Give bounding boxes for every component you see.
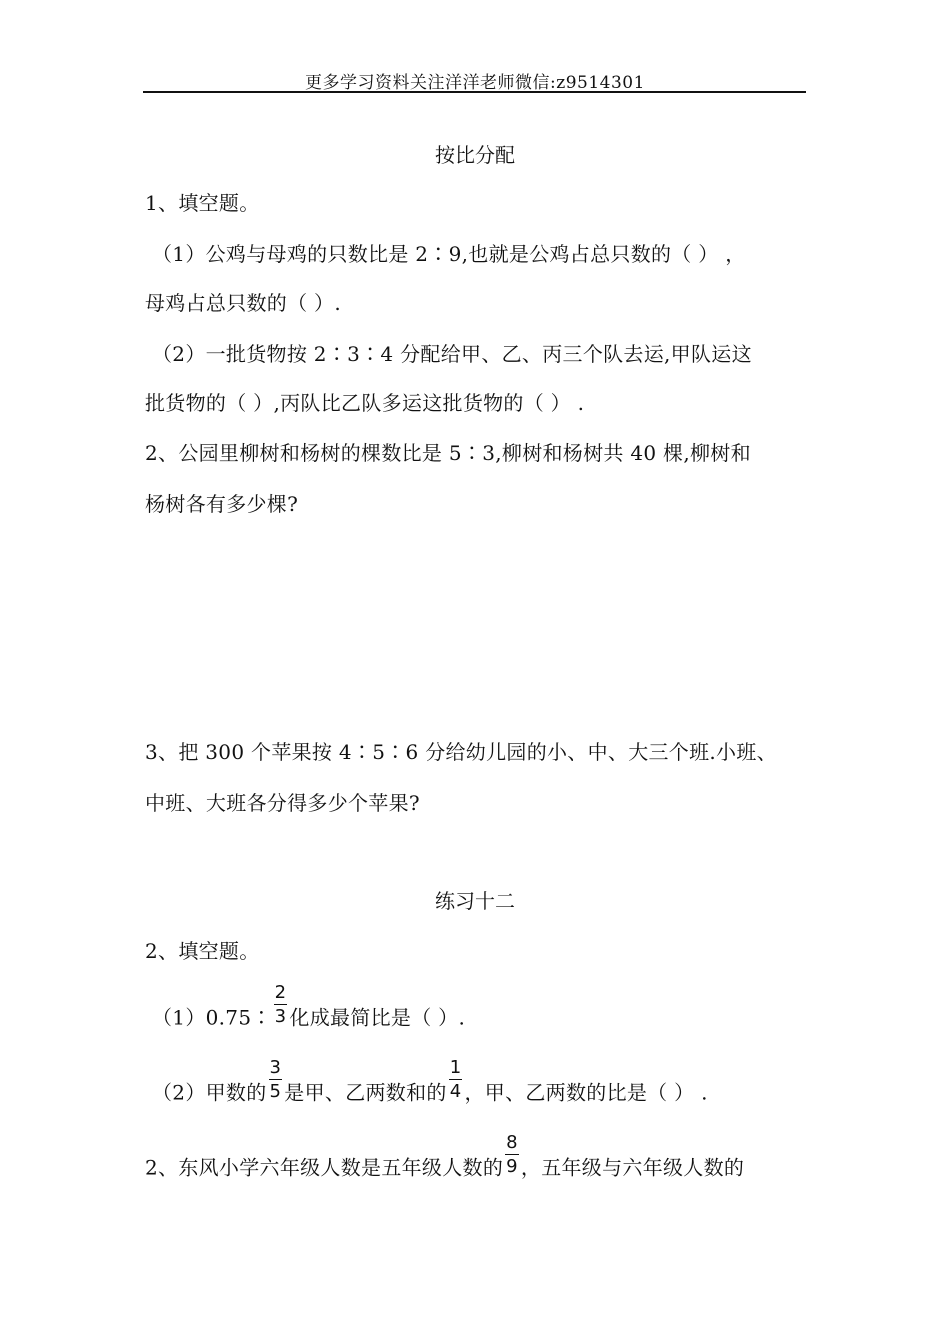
fraction (274, 984, 288, 1026)
section-title: 练习十二 (435, 889, 515, 913)
problem-2-text-start: （2）甲数的 (152, 1080, 267, 1105)
fraction (269, 1059, 283, 1101)
problem-2-text-middle: 是甲、乙两数和的 (284, 1080, 447, 1105)
problem-3 (145, 1132, 745, 1190)
problem-1-text-start: （1）0.75∶ (152, 1005, 272, 1030)
fraction-numerator: 3 (269, 1057, 282, 1078)
fraction (505, 1134, 519, 1176)
question-3-line-1: 3、把 300 个苹果按 4∶5∶6 分给幼儿园的小、中、大三个班.小班、 (145, 740, 777, 764)
question-1-2-line-2: 批货物的（ ）,丙队比乙队多运这批货物的（ ） . (145, 391, 585, 415)
problem-2-text-end: ，甲、乙两数的比是（ ） . (464, 1080, 708, 1105)
question-1-1-line-2: 母鸡占总只数的（ ）. (145, 291, 342, 315)
fraction-denominator: 4 (449, 1081, 462, 1102)
fraction-numerator: 1 (449, 1057, 462, 1078)
question-2-line-1: 2、公园里柳树和杨树的棵数比是 5∶3,柳树和杨树共 40 棵,柳树和 (145, 441, 751, 465)
problem-1-text-end: 化成最简比是（ ）. (289, 1005, 466, 1030)
question-1-heading: 1、填空题。 (145, 191, 260, 215)
fraction-numerator: 2 (274, 982, 287, 1003)
page-header: 更多学习资料关注洋洋老师微信:z9514301 (305, 73, 645, 93)
section-title: 按比分配 (435, 143, 515, 167)
question-1-2-line-1: （2）一批货物按 2∶3∶4 分配给甲、乙、丙三个队去运,甲队运这 (152, 342, 752, 366)
problem-3-text-start: 2、东风小学六年级人数是五年级人数的 (145, 1155, 504, 1180)
fraction (449, 1059, 463, 1101)
header-divider (143, 91, 806, 93)
question-2-line-2: 杨树各有多少棵? (145, 492, 299, 516)
fraction-denominator: 9 (506, 1156, 518, 1177)
fraction-denominator: 3 (274, 1006, 287, 1027)
question-3-line-2: 中班、大班各分得多少个苹果? (145, 791, 420, 815)
question-1-1-line-1: （1）公鸡与母鸡的只数比是 2∶9,也就是公鸡占总只数的（ ） ， (152, 242, 746, 266)
question-heading: 2、填空题。 (145, 939, 260, 963)
problem-2 (152, 1057, 708, 1115)
problem-1 (152, 982, 466, 1040)
fraction-numerator: 8 (506, 1132, 518, 1153)
fraction-denominator: 5 (269, 1081, 282, 1102)
problem-3-text-end: ，五年级与六年级人数的 (520, 1155, 745, 1180)
